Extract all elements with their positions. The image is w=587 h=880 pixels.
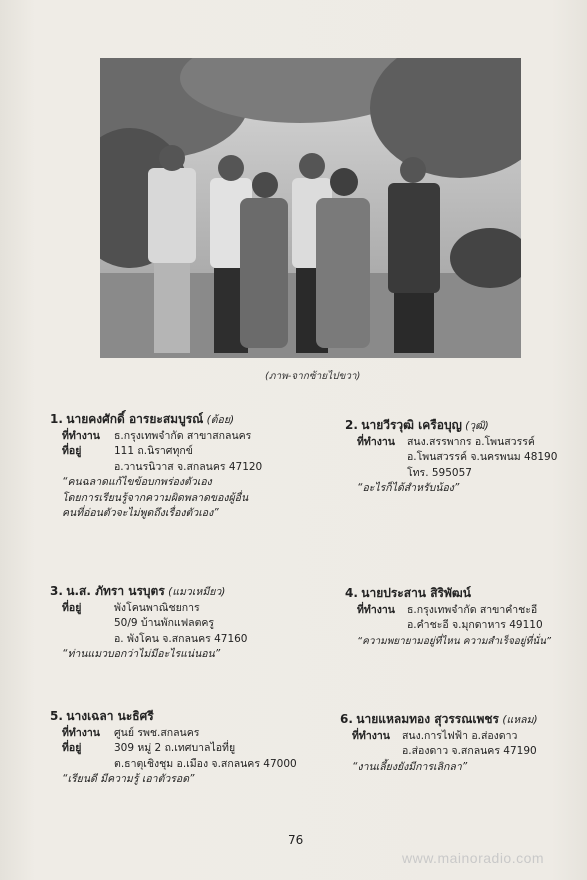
quote-line: “ท่านแมวบอกว่าไม่มีอะไรแน่นอน” xyxy=(62,648,221,660)
quote-line: “อะไรก็ได้สำหรับน้อง” xyxy=(357,482,460,494)
group-photo xyxy=(100,58,521,358)
address-line: ต.ธาตุเชิงชุม อ.เมือง จ.สกลนคร 47000 xyxy=(114,757,297,770)
entry-number: 1. xyxy=(50,412,63,426)
address-line: อ.วานรนิวาส จ.สกลนคร 47120 xyxy=(114,460,263,473)
person-name: นายแหลมทอง สุวรรณเพชร xyxy=(356,712,499,726)
person-name: น.ส. ภัทรา นรบุตร xyxy=(66,584,165,598)
entry-2 xyxy=(345,418,575,497)
work-label: ที่ทำงาน xyxy=(62,726,100,739)
work-place: สนง.การไฟฟ้า อ.ส่องดาว xyxy=(402,729,518,742)
address-line: อ. พังโคน จ.สกลนคร 47160 xyxy=(114,632,248,645)
quote-line: “ความพยายามอยู่ที่ไหน ความสำเร็จอยู่ที่นั่น” xyxy=(357,635,552,647)
nickname: (ต้อย) xyxy=(206,414,235,426)
work-label: ที่ทำงาน xyxy=(62,429,100,442)
work-place: สนง.สรรพากร อ.โพนสวรรค์ xyxy=(407,435,535,448)
person-name: นายคงศักดิ์ อารยะสมบูรณ์ xyxy=(66,412,204,426)
address-line: อ.โพนสวรรค์ จ.นครพนม 48190 xyxy=(407,451,558,463)
entry-number: 2. xyxy=(345,418,358,432)
work-place: ธ.กรุงเทพจำกัด สาขาคำชะอี xyxy=(407,603,538,616)
person-name: นายประสาน สิริพัฒน์ xyxy=(361,586,471,600)
person-name: นางเฉลา นะธิศรี xyxy=(66,709,154,723)
nickname: (วุฒิ) xyxy=(465,420,489,432)
work-place: ธ.กรุงเทพจำกัด สาขาสกลนคร xyxy=(114,429,252,442)
address-line: อ.ส่องดาว จ.สกลนคร 47190 xyxy=(402,745,537,757)
entry-number: 4. xyxy=(345,586,358,600)
quote-line: “คนฉลาดแก้ไขข้อบกพร่องตัวเอง xyxy=(62,476,212,488)
quote-line: “งานเลี้ยงยังมีการเลิกลา” xyxy=(352,760,468,773)
quote-line: “เรียนดี มีความรู้ เอาตัวรอด” xyxy=(62,773,195,785)
address-label: ที่อยู่ xyxy=(62,601,82,614)
page-number: 76 xyxy=(288,833,304,847)
entry-4 xyxy=(345,586,585,649)
address-line: 50/9 บ้านพักแฟลตครู xyxy=(114,617,215,629)
address-line: โทร. 595057 xyxy=(407,466,472,479)
group-photo-image xyxy=(100,58,521,358)
work-label: ที่ทำงาน xyxy=(352,729,390,742)
quote-line: คนที่อ่อนตัวจะไม่พูดถึงเรื่องตัวเอง” xyxy=(62,507,219,519)
address-line: 111 ถ.นิราศทุกข์ xyxy=(114,445,193,457)
entry-1 xyxy=(50,412,320,522)
person-name: นายวีรวุฒิ เครือบุญ xyxy=(361,418,462,432)
nickname: (แหลม) xyxy=(502,714,538,726)
quote-line: โดยการเรียนรู้จากความผิดพลาดของผู้อื่น xyxy=(62,491,249,504)
address-line: อ.คำชะอี จ.มุกดาหาร 49110 xyxy=(407,619,543,631)
work-place: ศูนย์ รพช.สกลนคร xyxy=(114,726,200,739)
entry-number: 6. xyxy=(340,712,353,726)
entry-5 xyxy=(50,709,330,788)
entry-number: 3. xyxy=(50,584,63,598)
address-label: ที่อยู่ xyxy=(62,445,82,457)
photo-caption: (ภาพ-จากซ้ายไปขวา) xyxy=(265,371,361,382)
entry-number: 5. xyxy=(50,709,63,723)
address-line: พังโคนพาณิชยการ xyxy=(114,601,200,614)
entry-6 xyxy=(340,712,580,775)
watermark: www.mainoradio.com xyxy=(402,850,545,866)
address-line: 309 หมู่ 2 ถ.เทศบาลไอที่ยู xyxy=(114,742,236,754)
work-label: ที่ทำงาน xyxy=(357,603,395,616)
work-label: ที่ทำงาน xyxy=(357,435,395,448)
nickname: (แมวเหมียว) xyxy=(168,586,226,598)
entry-3 xyxy=(50,584,320,663)
address-label: ที่อยู่ xyxy=(62,742,82,754)
